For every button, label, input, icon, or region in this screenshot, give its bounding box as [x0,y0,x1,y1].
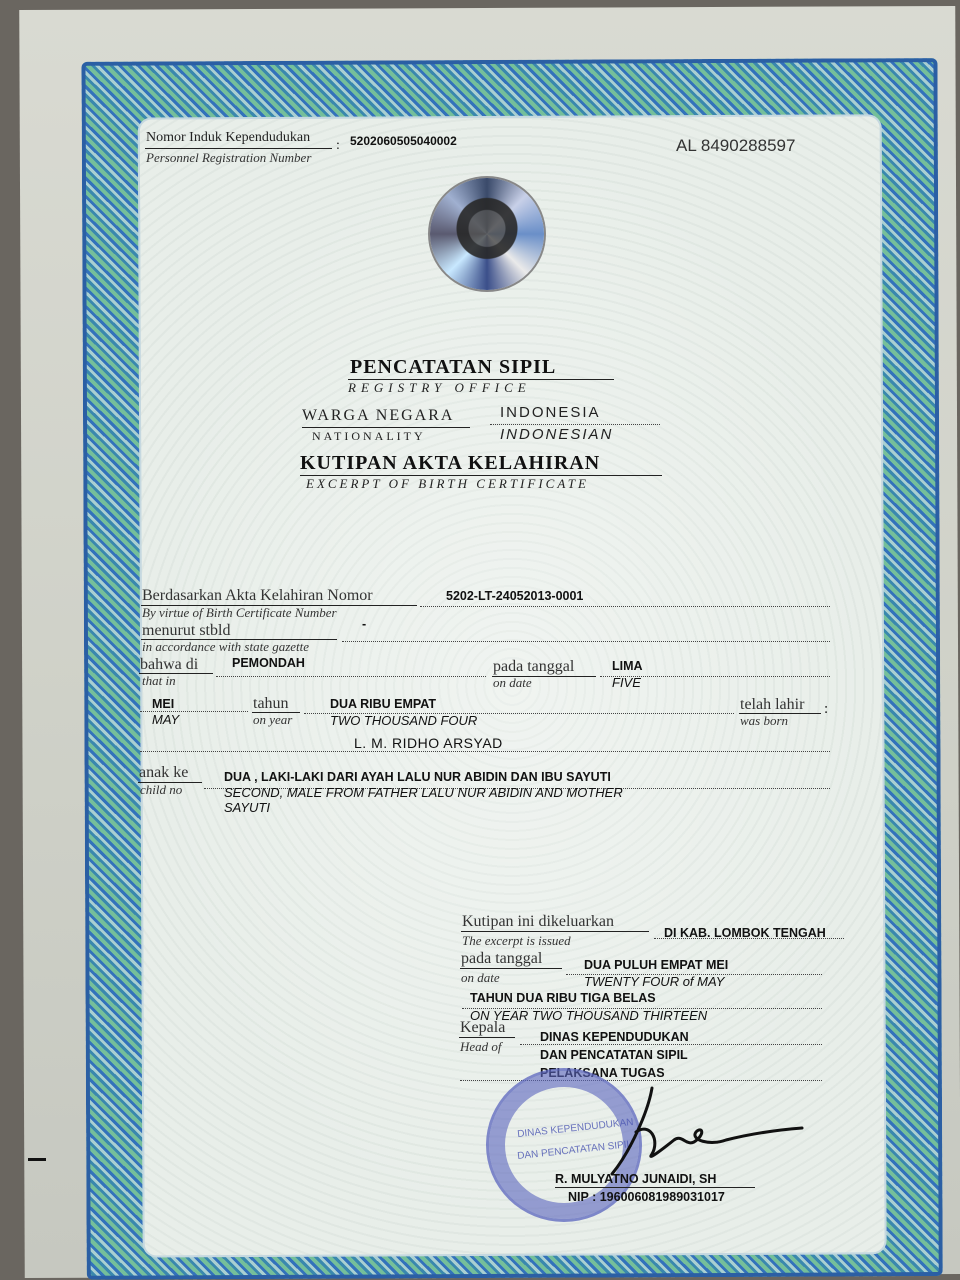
year-label-en: on year [253,712,293,727]
month-value-id: MEI [152,697,175,711]
date-dots [600,676,830,677]
nationality-label-divider [302,427,470,428]
signature [590,1082,810,1182]
issued-date-label-divider [460,968,562,969]
nik-value: 5202060505040002 [350,134,457,148]
nik-label-divider [145,148,332,149]
nik-colon: : [336,138,340,153]
official-nip: NIP : 196006081989031017 [568,1190,725,1204]
issued-date-id: DUA PULUH EMPAT MEI [584,958,729,972]
office-dots-2 [460,1080,822,1081]
child-label-id: anak ke [139,764,189,781]
official-name-divider [555,1187,755,1188]
issued-label-id: Kutipan ini dikeluarkan [462,913,614,930]
date-label-id: pada tanggal [493,658,575,675]
child-value-id: DUA , LAKI-LAKI DARI AYAH LALU NUR ABIDIN DAN IBU SAYUTI [224,770,611,784]
head-label-divider [459,1037,515,1038]
nationality-value-en: INDONESIAN [500,426,614,443]
head-label-en: Head of [460,1039,502,1054]
office-line3: PELAKSANA TUGAS [540,1066,665,1080]
issued-date-label-id: pada tanggal [461,950,543,967]
nik-label-id: Nomor Induk Kependudukan [146,130,311,145]
issued-label-en: The excerpt is issued [462,933,571,948]
edge-mark [28,1158,46,1161]
nationality-value-id: INDONESIA [500,404,601,421]
document-title-id: KUTIPAN AKTA KELAHIRAN [300,452,601,474]
head-label-id: Kepala [460,1019,506,1036]
place-label-id: bahwa di [140,656,199,673]
registry-title-id: PENCATATAN SIPIL [350,356,557,378]
issued-year-id: TAHUN DUA RIBU TIGA BELAS [470,991,656,1005]
year-label-id: tahun [253,695,289,712]
registry-title-en: REGISTRY OFFICE [348,380,531,395]
stbld-label-id: menurut stbld [142,622,231,639]
office-line2: DAN PENCATATAN SIPIL [540,1048,688,1062]
place-label-en: that in [142,673,176,688]
child-name: L. M. RIDHO ARSYAD [354,735,503,751]
born-colon: : [824,701,829,717]
hologram-seal [430,178,544,290]
issued-date-en: TWENTY FOUR of MAY [584,974,725,989]
nationality-label-id: WARGA NEGARA [302,407,455,424]
date-label-en: on date [493,675,532,690]
place-dots [216,676,486,677]
issued-place: DI KAB. LOMBOK TENGAH [664,926,826,940]
month-value-en: MAY [152,712,180,727]
nationality-dots [490,424,660,425]
office-line1: DINAS KEPENDUDUKAN [540,1030,689,1044]
child-value-en-line1: SECOND, MALE FROM FATHER LALU NUR ABIDIN AND MOTHER [224,785,623,800]
cert-number-dots [420,606,830,607]
stbld-label-en: in accordance with state gazette [142,639,310,654]
date-value-en: FIVE [612,675,641,690]
place-value: PEMONDAH [232,656,305,670]
nationality-label-en: NATIONALITY [312,429,426,443]
cert-number-label-id: Berdasarkan Akta Kelahiran Nomor [142,587,373,604]
issued-date-dots [566,974,822,975]
child-value-en-line2: SAYUTI [224,800,270,815]
stbld-value: - [362,617,367,631]
serial-number: AL 8490288597 [676,136,796,155]
official-name: R. MULYATNO JUNAIDI, SH [555,1172,717,1186]
cert-number-label-en: By virtue of Birth Certificate Number [142,605,337,620]
nik-label-en: Personnel Registration Number [146,150,312,165]
born-label-en: was born [740,713,789,728]
office-dots-1 [520,1044,822,1045]
year-value-id: DUA RIBU EMPAT [330,697,437,711]
date-value-id: LIMA [612,659,643,673]
year-value-en: TWO THOUSAND FOUR [330,713,478,728]
born-label-id: telah lahir [740,696,805,713]
name-dots [140,751,830,752]
issued-label-divider [461,931,649,932]
cert-number-value: 5202-LT-24052013-0001 [446,589,584,603]
stbld-dots [342,641,830,642]
year-dots [304,713,734,714]
child-label-en: child no [140,782,183,797]
issued-place-dots [654,938,844,939]
office-stamp: DINAS KEPENDUDUKAN DAN PENCATATAN SIPIL [486,1068,642,1222]
issued-date-label-en: on date [461,970,500,985]
issued-year-en: ON YEAR TWO THOUSAND THIRTEEN [470,1008,708,1023]
month-dots [140,711,248,712]
document-title-en: EXCERPT OF BIRTH CERTIFICATE [306,476,589,491]
